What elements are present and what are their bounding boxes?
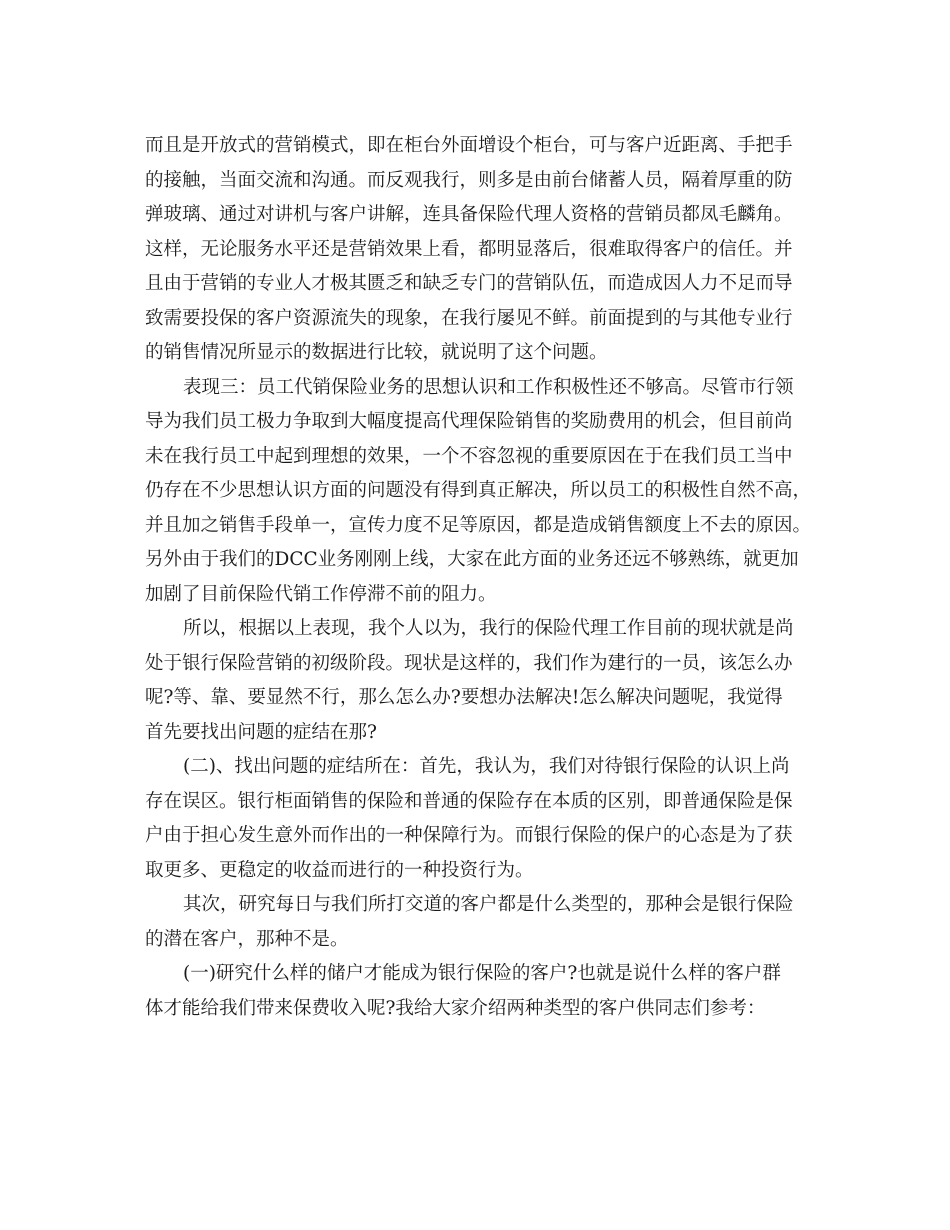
text-line: 另外由于我们的DCC业务刚刚上线，大家在此方面的业务还远不够熟练，就更加	[145, 549, 799, 570]
text-line: 处于银行保险营销的初级阶段。现状是这样的，我们作为建行的一员，该怎么办	[145, 652, 793, 674]
paragraph-start-line: 表现三：员工代销保险业务的思想认识和工作积极性还不够高。尽管市行领	[183, 376, 794, 398]
text-line: 首先要找出问题的症结在那?	[145, 721, 377, 743]
text-line: 仍存在不少思想认识方面的问题没有得到真正解决，所以员工的积极性自然不高，	[145, 480, 812, 501]
text-line: 体才能给我们带来保费收入呢?我给大家介绍两种类型的客户供同志们参考：	[145, 997, 766, 1019]
paragraph-start-line: 所以，根据以上表现，我个人以为，我行的保险代理工作目前的现状就是尚	[183, 618, 794, 639]
text-line: 的潜在客户，那种不是。	[145, 928, 349, 950]
text-line: 呢?等、靠、要显然不行，那么怎么办?要想办法解决!怎么解决问题呢，我觉得	[145, 687, 783, 708]
paragraph-start-line: (一)研究什么样的储户才能成为银行保险的客户?也就是说什么样的客户群	[183, 963, 781, 984]
text-line: 这样，无论服务水平还是营销效果上看，都明显落后，很难取得客户的信任。并	[145, 238, 793, 260]
text-line: 并且加之销售手段单一，宣传力度不足等原因，都是造成销售额度上不去的原因。	[145, 514, 812, 536]
text-line: 而且是开放式的营销模式，即在柜台外面增设个柜台，可与客户近距离、手把手	[145, 135, 793, 156]
text-line: 取更多、更稳定的收益而进行的一种投资行为。	[145, 859, 534, 881]
paragraph-start-line: (二)、找出问题的症结所在：首先，我认为，我们对待银行保险的认识上尚	[183, 756, 790, 777]
text-line: 的销售情况所显示的数据进行比较，就说明了这个问题。	[145, 342, 608, 363]
document-body	[145, 129, 820, 1026]
text-line: 户由于担心发生意外而作出的一种保障行为。而银行保险的保户的心态是为了获	[145, 825, 793, 846]
text-line: 致需要投保的客户资源流失的现象，在我行屡见不鲜。前面提到的与其他专业行	[145, 307, 793, 329]
text-line: 存在误区。银行柜面销售的保险和普通的保险存在本质的区别，即普通保险是保	[145, 790, 793, 812]
text-line: 且由于营销的专业人才极其匮乏和缺乏专门的营销队伍，而造成因人力不足而导	[145, 273, 793, 294]
text-line: 的接触，当面交流和沟通。而反观我行，则多是由前台储蓄人员，隔着厚重的防	[145, 169, 793, 191]
text-line: 弹玻璃、通过对讲机与客户讲解，连具备保险代理人资格的营销员都凤毛麟角。	[145, 204, 793, 225]
text-line: 未在我行员工中起到理想的效果，一个不容忽视的重要原因在于在我们员工当中	[145, 445, 793, 467]
text-line: 导为我们员工极力争取到大幅度提高代理保险销售的奖励费用的机会，但目前尚	[145, 411, 793, 432]
paragraph-start-line: 其次，研究每日与我们所打交道的客户都是什么类型的，那种会是银行保险	[183, 894, 794, 915]
text-line: 加剧了目前保险代销工作停滞不前的阻力。	[145, 583, 497, 605]
